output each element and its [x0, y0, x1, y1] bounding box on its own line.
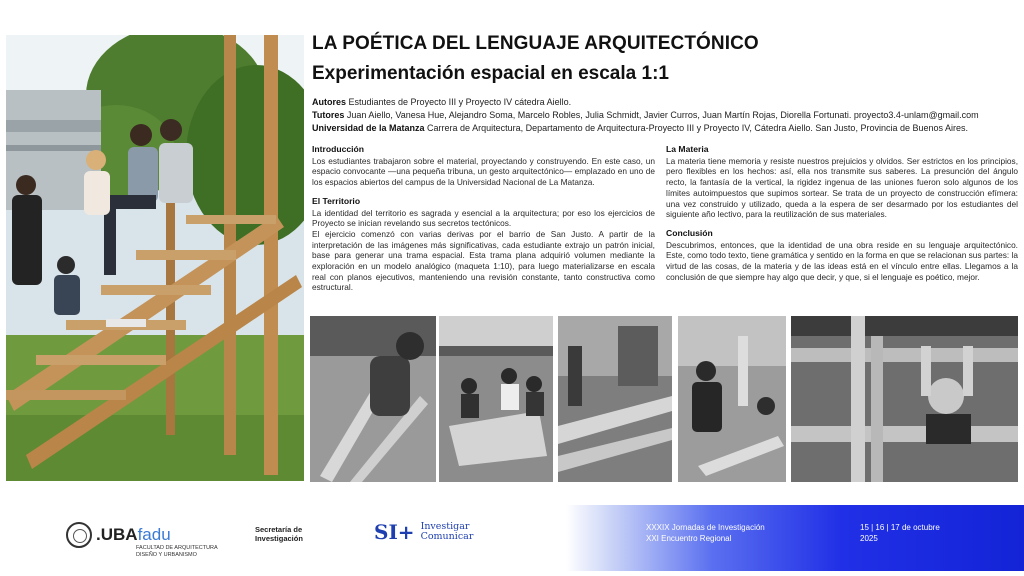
universidad-text: Carrera de Arquitectura, Departamento de Arquitectura-Proyecto III y Proyecto IV, Cátedra Aiello. San Justo, Provincia de Buenos Aires. [427, 123, 969, 134]
tutores-label: Tutores [312, 110, 347, 121]
autores-row [312, 96, 1018, 109]
section-conclusion [666, 228, 1018, 283]
uba-seal-icon [66, 522, 92, 548]
section-territorio [312, 196, 655, 293]
autores-label: Autores [312, 97, 349, 107]
section-introduccion [312, 144, 655, 188]
introduccion-text: Los estudiantes trabajaron sobre el material, proyectando y construyendo. En este caso, un espacio convocante —una pequeña tribuna, un gesto arquitectónico— emplazado en uno de los espacios abiertos del campus de la Universidad Nacional de La Matanza. [312, 155, 655, 188]
construction-photo-1 [310, 316, 436, 482]
autores-text: Estudiantes de Proyecto III y Proyecto IV cátedra Aiello. [348, 97, 572, 107]
hero-photo [6, 35, 304, 481]
universidad-label: Universidad de la Matanza [312, 123, 428, 134]
conclusion-heading: Conclusión [666, 227, 713, 238]
si-tagline [421, 522, 474, 543]
footer [0, 500, 1024, 576]
secretaria-line-1: Secretaría de [255, 525, 303, 534]
dates-line-1: 15 | 16 | 17 de octubre [860, 523, 940, 532]
uba-sub-line-2: DISEÑO Y URBANISMO [136, 552, 197, 558]
secretaria-line-2: Investigación [255, 534, 303, 543]
territorio-text-1: La identidad del territorio es sagrada y esencial a la arquitectura; por eso los ejercicios de Proyecto se inician revelando sus secretos tectónicos. [312, 207, 655, 229]
si-line-2: Comunicar [420, 531, 474, 542]
event-line-2: XXI Encuentro Regional [646, 533, 732, 543]
uba-fadu: fadu [137, 525, 171, 544]
construction-photo-5 [791, 316, 1018, 482]
section-materia [666, 144, 1018, 220]
poster-subtitle: Experimentación espacial en escala 1:1 [312, 63, 669, 84]
credits-block [312, 96, 1018, 136]
si-mark: SI+ [374, 520, 415, 544]
uba-sub-line-1: FACULTAD DE ARQUITECTURA [136, 545, 218, 551]
materia-heading: La Materia [666, 144, 709, 154]
tutores-text: Juan Aiello, Vanesa Hue, Alejandro Soma, Marcelo Robles, Julia Schmidt, Javier Curros, Juan Martín Rojas, Diorella Fortunati. proyecto3.4-unlam@gmail.com [346, 110, 979, 121]
materia-text: La materia tiene memoria y resiste nuestros prejuicios y olvidos. Ser estrictos en los principios, pero flexibles en los hechos: así, ella nos transmite sus saberes. La presunción del ángulo recto, la fantasía de la vertical, la rigidez ingenua de las uniones fueron solo algunos de los límites autoimpuestos que supimos sortear. Se trata de un proyecto de construcción efímera: una vez construido y utilizado, queda a la espera de ser desarmado por los estudiantes del siguiente año lectivo, para la reutilización de sus materiales. [666, 155, 1018, 220]
construction-photo-2 [439, 316, 553, 482]
dates-line-2: 2025 [860, 533, 878, 543]
poster-title: LA POÉTICA DEL LENGUAJE ARQUITECTÓNICO [312, 33, 759, 54]
event-band [566, 505, 1024, 571]
uba-subtitle [136, 545, 218, 559]
uba-prefix: .UBA [96, 525, 138, 544]
universidad-row [312, 122, 1018, 135]
conclusion-text: Descubrimos, entonces, que la identidad de una obra reside en su lenguaje arquitectónico. Este, como todo texto, tiene gramática y sentido en la forma en que se relacionan sus partes: la virtud de las cosas, de la materia y de las ideas está en el vínculo entre ellas. Llegamos a la conclusión de que siempre hay algo que decir, y que, si el lenguaje es poético, mejor. [666, 239, 1018, 282]
event-name [646, 523, 765, 544]
text-column-right [666, 144, 1018, 290]
territorio-text-2: El ejercicio comenzó con varias derivas por el barrio de San Justo. A partir de la interpretación de las imágenes más significativas, cada estudiante extrajo un patrón inicial, base para generar una trama espacial. Esta trama plana adquirió volumen mediante la exploración en un modelo analógico (maqueta 1:10), para luego materializarse en escala real con planos ejecutivos, manteniendo una revisión constante, tanto constructiva como estructural. [312, 228, 655, 293]
tutores-row [312, 109, 1018, 122]
event-dates [860, 523, 940, 544]
secretaria-investigacion [255, 525, 303, 543]
uba-wordmark [96, 525, 171, 545]
text-column-left [312, 144, 655, 301]
territorio-heading: El Territorio [312, 195, 361, 206]
si-investigar-logo [374, 520, 473, 544]
construction-photo-3 [558, 316, 672, 482]
event-line-1: XXXIX Jornadas de Investigación [646, 523, 765, 532]
introduccion-heading: Introducción [312, 144, 365, 154]
si-line-1: Investigar [420, 520, 470, 532]
construction-photo-4 [678, 316, 786, 482]
